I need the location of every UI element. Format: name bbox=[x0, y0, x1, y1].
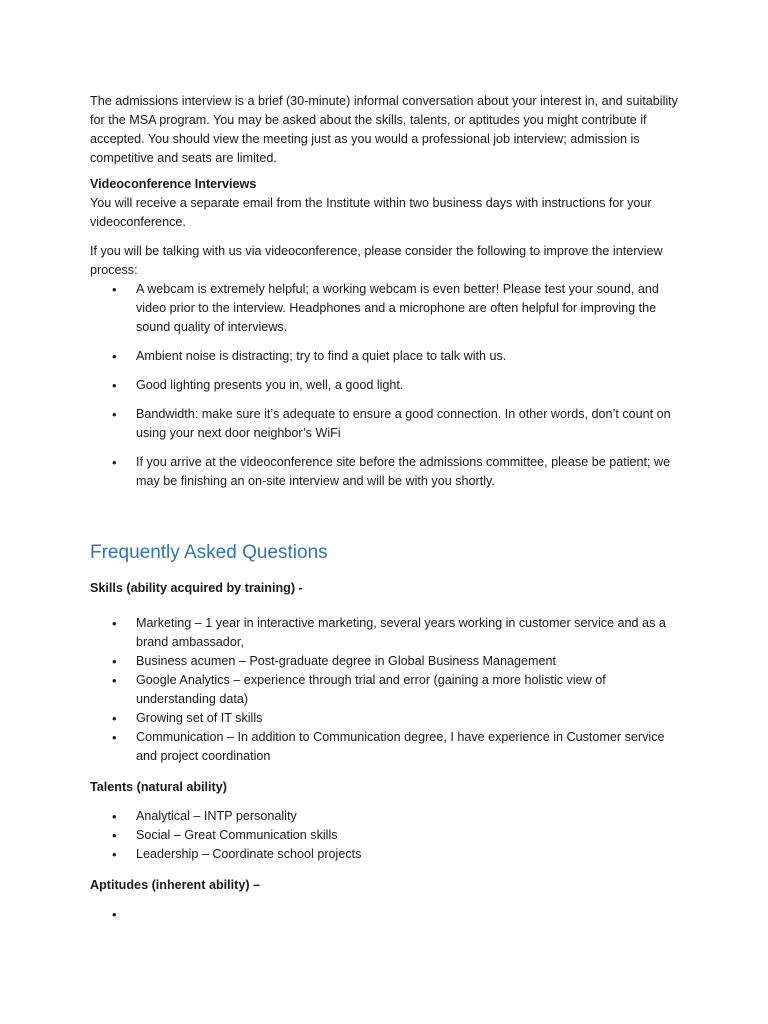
skills-label: Skills (ability acquired by training) - bbox=[90, 581, 303, 595]
bullet-icon: • bbox=[112, 455, 117, 470]
bullet-icon: • bbox=[112, 282, 117, 297]
list-item: • Growing set of IT skills bbox=[112, 711, 263, 726]
intro-paragraph: The admissions interview is a brief (30-minute) informal conversation about your interest in, and suitability for the MSA program. You may be asked about the skills, talents, or aptitudes you might contribute if accepted. You should view the meeting just as you would a professional job interview; admission is competitive and seats are limited. bbox=[90, 94, 678, 165]
bullet-icon: • bbox=[112, 616, 117, 631]
list-item: • Analytical – INTP personality bbox=[112, 809, 297, 824]
videoconference-heading: Videoconference Interviews bbox=[90, 177, 257, 191]
bullet-icon: • bbox=[112, 407, 117, 422]
faq-title: Frequently Asked Questions bbox=[90, 542, 328, 563]
aptitudes-label: Aptitudes (inherent ability) – bbox=[90, 878, 261, 892]
document-page bbox=[90, 92, 680, 924]
talents-list bbox=[90, 807, 680, 864]
bullet-icon: • bbox=[112, 809, 117, 824]
list-item: • A webcam is extremely helpful; a working webcam is even better! Please test your sound, and video prior to the interview. Headphones and a microphone are often helpful for improving the sound quality of interviews. bbox=[112, 282, 659, 334]
list-item: • Bandwidth: make sure it’s adequate to ensure a good connection. In other words, don’t count on using your next door neighbor’s WiFi bbox=[112, 407, 671, 440]
list-item: • Communication – In addition to Communication degree, I have experience in Customer service and project coordination bbox=[112, 730, 665, 763]
bullet-icon: • bbox=[112, 349, 117, 364]
videoconference-paragraph: You will receive a separate email from the Institute within two business days with instructions for your videoconference. bbox=[90, 196, 652, 229]
list-item: • Marketing – 1 year in interactive marketing, several years working in customer service and as a brand ambassador, bbox=[112, 616, 666, 649]
list-item: • If you arrive at the videoconference site before the admissions committee, please be patient; we may be finishing an on-site interview and will be with you shortly. bbox=[112, 455, 671, 488]
list-item: • Business acumen – Post-graduate degree in Global Business Management bbox=[112, 654, 557, 669]
list-item: • Ambient noise is distracting; try to find a quiet place to talk with us. bbox=[112, 349, 507, 364]
list-item bbox=[90, 905, 680, 924]
bullet-icon: • bbox=[112, 847, 117, 862]
bullet-icon: • bbox=[112, 673, 117, 688]
bullet-icon: • bbox=[112, 907, 117, 922]
bullet-icon: • bbox=[112, 730, 117, 745]
list-item: • Social – Great Communication skills bbox=[112, 828, 338, 843]
tips-list bbox=[90, 280, 680, 491]
consider-paragraph: If you will be talking with us via videoconference, please consider the following to improve the interview process: bbox=[90, 244, 663, 277]
bullet-icon: • bbox=[112, 711, 117, 726]
bullet-icon: • bbox=[112, 828, 117, 843]
list-item: • Good lighting presents you in, well, a good light. bbox=[112, 378, 404, 393]
aptitudes-list bbox=[90, 905, 680, 924]
skills-list bbox=[90, 614, 680, 766]
list-item: • Google Analytics – experience through trial and error (gaining a more holistic view of understanding data) bbox=[112, 673, 606, 706]
list-item: • Leadership – Coordinate school projects bbox=[112, 847, 362, 862]
bullet-icon: • bbox=[112, 378, 117, 393]
talents-label: Talents (natural ability) bbox=[90, 780, 227, 794]
bullet-icon: • bbox=[112, 654, 117, 669]
